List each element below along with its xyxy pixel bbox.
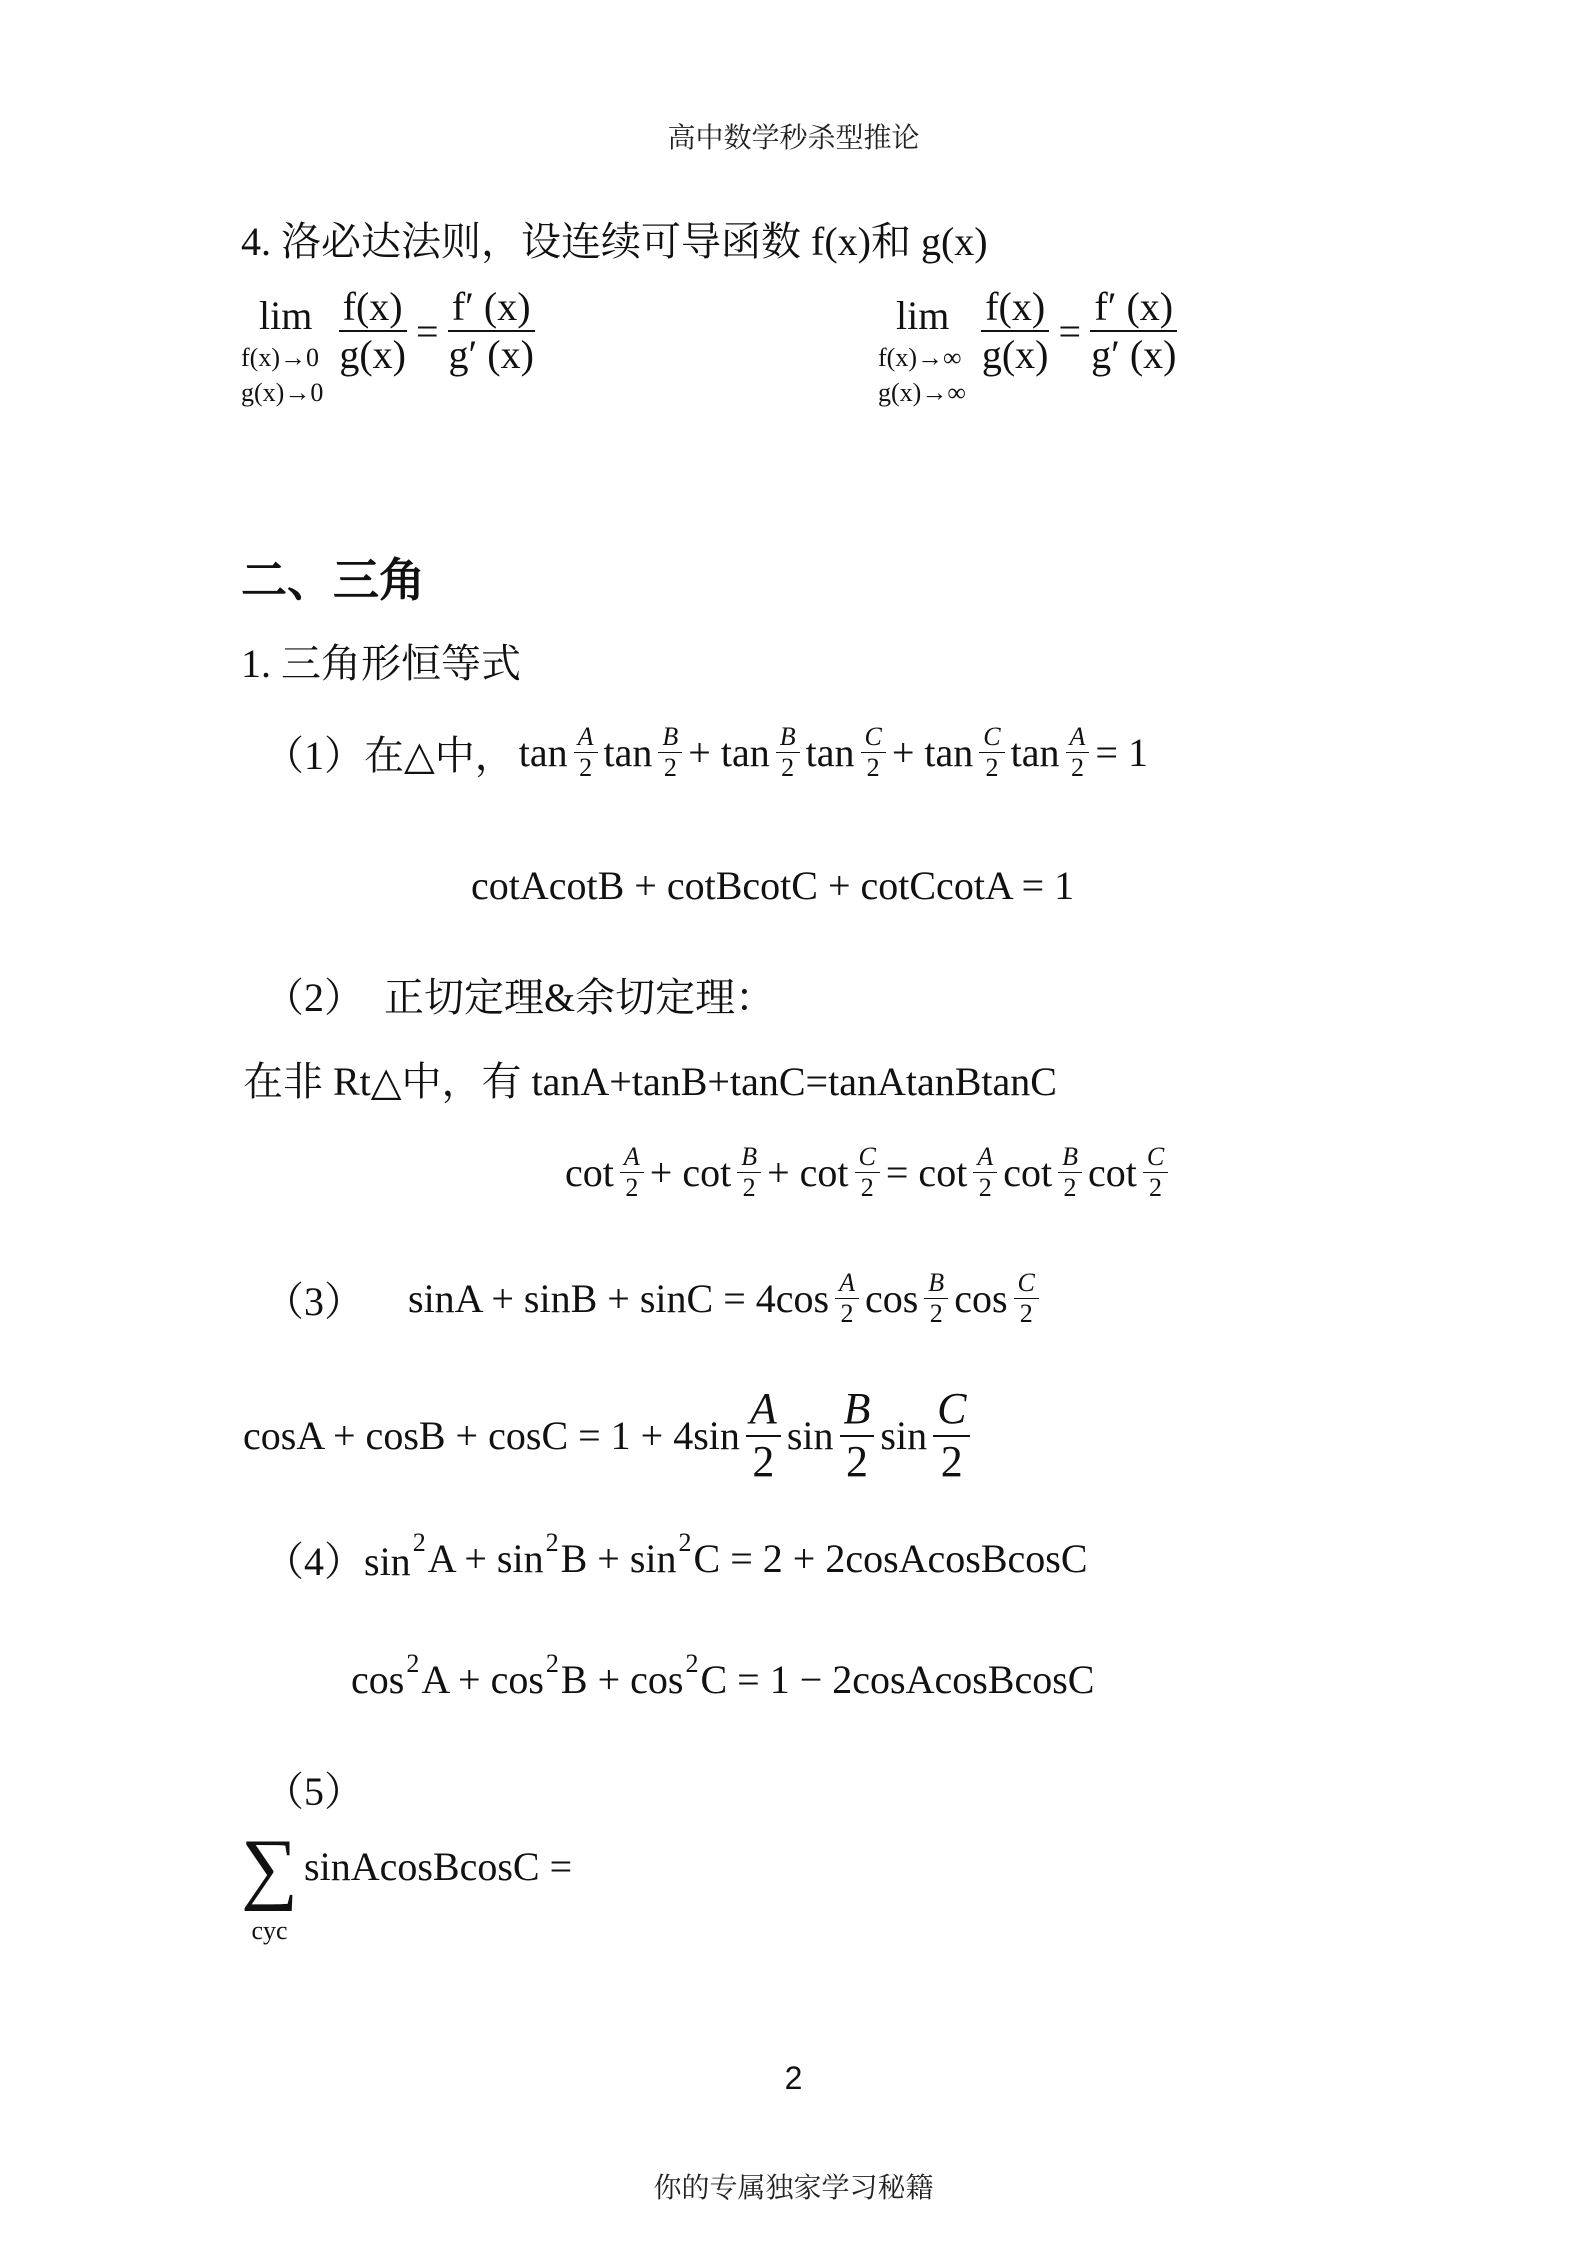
numerator: A <box>620 1142 644 1173</box>
denominator: 2 <box>781 752 795 782</box>
formula-text: （1）在△中， <box>264 732 515 778</box>
denominator: 2 <box>860 1172 874 1202</box>
formula-text: tan <box>805 729 855 775</box>
formula-2c <box>563 1142 1172 1203</box>
formula-text: C = 1 − 2cosAcosBcosC <box>700 1657 1095 1702</box>
fraction <box>979 722 1004 783</box>
formula-text: + tan <box>891 729 974 775</box>
formula-3b <box>241 1384 974 1487</box>
lim-sub-1: f(x)→∞ <box>878 343 962 372</box>
fraction <box>840 1384 875 1487</box>
fraction <box>978 284 1053 378</box>
formula-4b <box>349 1648 1096 1703</box>
fraction <box>855 1142 880 1203</box>
numerator: f(x) <box>339 284 407 332</box>
fraction <box>861 722 886 783</box>
formula-text: sin <box>880 1413 928 1459</box>
formula-text: cos <box>864 1275 919 1321</box>
fraction <box>1014 1268 1039 1329</box>
denominator: 2 <box>940 1436 963 1486</box>
denominator: g(x) <box>981 332 1049 378</box>
lhopital-formula-infinity <box>878 284 1184 410</box>
fraction <box>658 722 682 783</box>
denominator: 2 <box>579 752 593 782</box>
denominator: 2 <box>625 1172 639 1202</box>
sum-subscript: cyc <box>251 1916 288 1945</box>
page-number: 2 <box>784 2060 803 2096</box>
fraction <box>1058 1142 1082 1203</box>
formula-text: sinA + sinB + sinC = 4cos <box>368 1275 830 1321</box>
numerator: C <box>979 722 1004 753</box>
superscript: 2 <box>685 1648 699 1678</box>
numerator: f(x) <box>981 284 1049 332</box>
superscript: 2 <box>412 1527 426 1557</box>
numerator: A <box>835 1268 859 1299</box>
numerator: C <box>1014 1268 1039 1299</box>
denominator: 2 <box>1063 1172 1077 1202</box>
page-header: 高中数学秒杀型推论 <box>667 123 920 154</box>
denominator: 2 <box>866 752 880 782</box>
formula-text: cot <box>565 1149 614 1195</box>
denominator: 2 <box>840 1298 854 1328</box>
section-2-title: 二、三角 <box>241 555 425 606</box>
fraction <box>1087 284 1180 378</box>
denominator: 2 <box>752 1436 775 1486</box>
lim-label: lim <box>259 293 313 338</box>
numerator: B <box>737 1142 761 1173</box>
formula-text: B + sin <box>560 1536 677 1581</box>
formula-text: 在非 Rt△中，有 tanA+tanB+tanC=tanAtanBtanC <box>243 1059 1057 1104</box>
formula-2b <box>241 1050 1059 1107</box>
fraction <box>737 1142 761 1203</box>
denominator: 2 <box>663 752 677 782</box>
section-4-title: 4. 洛必达法则，设连续可导函数 f(x)和 g(x) <box>241 219 988 264</box>
fraction <box>924 1268 948 1329</box>
equals: = <box>1058 308 1082 354</box>
superscript: 2 <box>545 1648 559 1678</box>
fraction <box>335 284 410 378</box>
fraction <box>574 722 598 783</box>
numerator: B <box>840 1384 875 1437</box>
numerator: C <box>861 722 886 753</box>
formula-text: cos <box>351 1657 405 1702</box>
formula-text: = cot <box>885 1149 968 1195</box>
denominator: 2 <box>985 752 999 782</box>
formula-text: cosA + cosB + cosC = 1 + 4sin <box>243 1413 740 1459</box>
numerator: C <box>1143 1142 1168 1173</box>
limit-operator <box>878 292 966 410</box>
formula-text: A + sin <box>427 1536 544 1581</box>
numerator: B <box>924 1268 948 1299</box>
subsection-1-title: 1. 三角形恒等式 <box>241 641 521 686</box>
formula-text: cot <box>1087 1149 1137 1195</box>
formula-1 <box>262 722 1150 783</box>
formula-text: + cot <box>767 1149 849 1195</box>
denominator: g(x) <box>339 332 406 378</box>
numerator: C <box>855 1142 880 1173</box>
fraction <box>776 722 800 783</box>
lim-label: lim <box>896 293 950 338</box>
formula-text: cot <box>1003 1149 1053 1195</box>
formula-text: cos <box>954 1275 1008 1321</box>
denominator: 2 <box>1070 752 1084 782</box>
numerator: A <box>746 1384 781 1437</box>
formula-text: cotAcotB + cotBcotC + cotCcotA = 1 <box>471 863 1075 908</box>
formula-text: sin <box>786 1413 834 1459</box>
fraction <box>1066 722 1090 783</box>
formula-text: tan <box>1010 729 1060 775</box>
equals: = <box>415 308 439 354</box>
formula-3 <box>262 1268 1043 1329</box>
formula-4 <box>262 1527 1090 1587</box>
sum-expression: sinAcosBcosC = <box>304 1844 573 1890</box>
fraction <box>620 1142 644 1203</box>
lim-sub-2: g(x)→∞ <box>878 378 966 408</box>
fraction <box>835 1268 859 1329</box>
limit-operator <box>241 292 323 410</box>
formula-2 <box>262 966 777 1023</box>
superscript: 2 <box>406 1648 420 1678</box>
numerator: A <box>574 722 598 753</box>
formula-text: （4）sin <box>264 1539 411 1584</box>
denominator: 2 <box>929 1298 943 1328</box>
fraction <box>973 1142 997 1203</box>
superscript: 2 <box>678 1527 692 1557</box>
fraction <box>445 284 538 378</box>
denominator: 2 <box>845 1436 868 1486</box>
formula-5 <box>262 1760 366 1817</box>
denominator: 2 <box>978 1172 992 1202</box>
numerator: B <box>658 722 682 753</box>
fraction <box>746 1384 781 1487</box>
cyclic-sum-formula <box>241 1822 572 1948</box>
page-footer: 你的专属独家学习秘籍 <box>653 2173 934 2204</box>
formula-text: （2） 正切定理&余切定理： <box>264 975 776 1020</box>
formula-text: A + cos <box>421 1657 544 1702</box>
numerator: C <box>933 1384 970 1437</box>
denominator: 2 <box>1019 1298 1033 1328</box>
formula-1b <box>469 862 1076 909</box>
formula-text: （5） <box>264 1769 364 1814</box>
denominator: 2 <box>742 1172 756 1202</box>
fraction <box>1143 1142 1168 1203</box>
formula-text: B + cos <box>560 1657 684 1702</box>
formula-text: （3） <box>264 1278 364 1324</box>
sum-operator <box>241 1822 298 1948</box>
sigma-symbol: ∑ <box>241 1824 299 1912</box>
lim-sub-1: f(x)→0 <box>241 343 319 372</box>
superscript: 2 <box>545 1527 559 1557</box>
numerator: A <box>1066 722 1090 753</box>
formula-text: + cot <box>649 1149 732 1195</box>
denominator: g′ (x) <box>448 332 534 378</box>
numerator: f′ (x) <box>448 284 535 332</box>
lim-sub-2: g(x)→0 <box>241 378 324 408</box>
formula-text: tan <box>603 729 653 775</box>
fraction <box>933 1384 970 1487</box>
numerator: A <box>973 1142 997 1173</box>
numerator: f′ (x) <box>1090 284 1177 332</box>
formula-text: + tan <box>688 729 770 775</box>
denominator: g′ (x) <box>1091 332 1177 378</box>
numerator: B <box>1058 1142 1082 1173</box>
denominator: 2 <box>1149 1172 1163 1202</box>
formula-text: = 1 <box>1095 729 1148 775</box>
numerator: B <box>776 722 800 753</box>
formula-text: C = 2 + 2cosAcosBcosC <box>693 1536 1088 1581</box>
formula-text: tan <box>518 729 568 775</box>
lhopital-formula-zero <box>241 284 542 410</box>
